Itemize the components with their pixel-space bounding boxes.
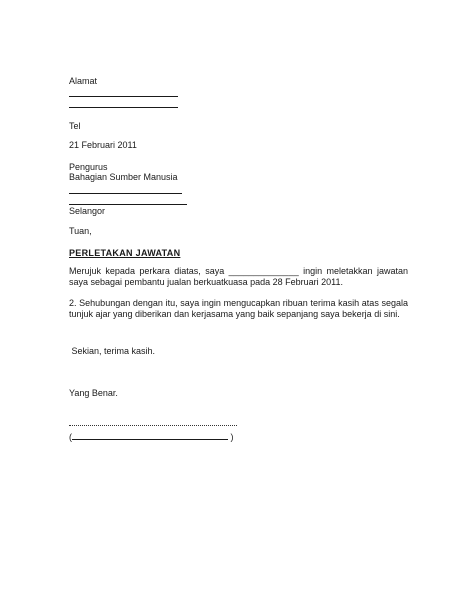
recipient-title: Pengurus — [69, 162, 108, 172]
recipient-address-line-1 — [69, 193, 182, 194]
recipient-department: Bahagian Sumber Manusia — [69, 172, 178, 182]
sign-off: Yang Benar. — [69, 388, 118, 398]
address-line-1 — [69, 96, 178, 97]
signature-open-paren: ( — [69, 432, 72, 442]
address-label: Alamat — [69, 76, 98, 86]
signature-name-line — [69, 431, 234, 443]
recipient-state: Selangor — [69, 206, 106, 216]
paragraph-1-end: ingin meletakkan jawatan saya sebagai pembantu jualan berkuatkuasa pada 28 Februari 2011. — [69, 266, 408, 287]
recipient-address-line-2 — [69, 204, 187, 205]
paragraph-1 — [69, 266, 408, 288]
signature-name-blank — [72, 431, 228, 440]
subject-heading: PERLETAKAN JAWATAN — [69, 248, 181, 258]
paragraph-2: 2. Sehubungan dengan itu, saya ingin mengucapkan ribuan terima kasih atas segala tunjuk ajar yang diberikan dan kerjasama yang baik sepanjang saya bekerja di sini. — [69, 298, 408, 319]
letter-date: 21 Februari 2011 — [69, 140, 137, 150]
paragraph-1-start: Merujuk kepada perkara diatas, saya — [69, 266, 229, 276]
salutation: Tuan, — [69, 226, 92, 236]
name-blank: ______________ — [228, 266, 299, 276]
tel-label: Tel — [69, 121, 81, 131]
closing-text: Sekian, terima kasih. — [69, 346, 156, 356]
signature-close-paren: ) — [228, 432, 234, 442]
address-line-2 — [69, 107, 178, 108]
signature-dotted-line — [69, 425, 237, 426]
